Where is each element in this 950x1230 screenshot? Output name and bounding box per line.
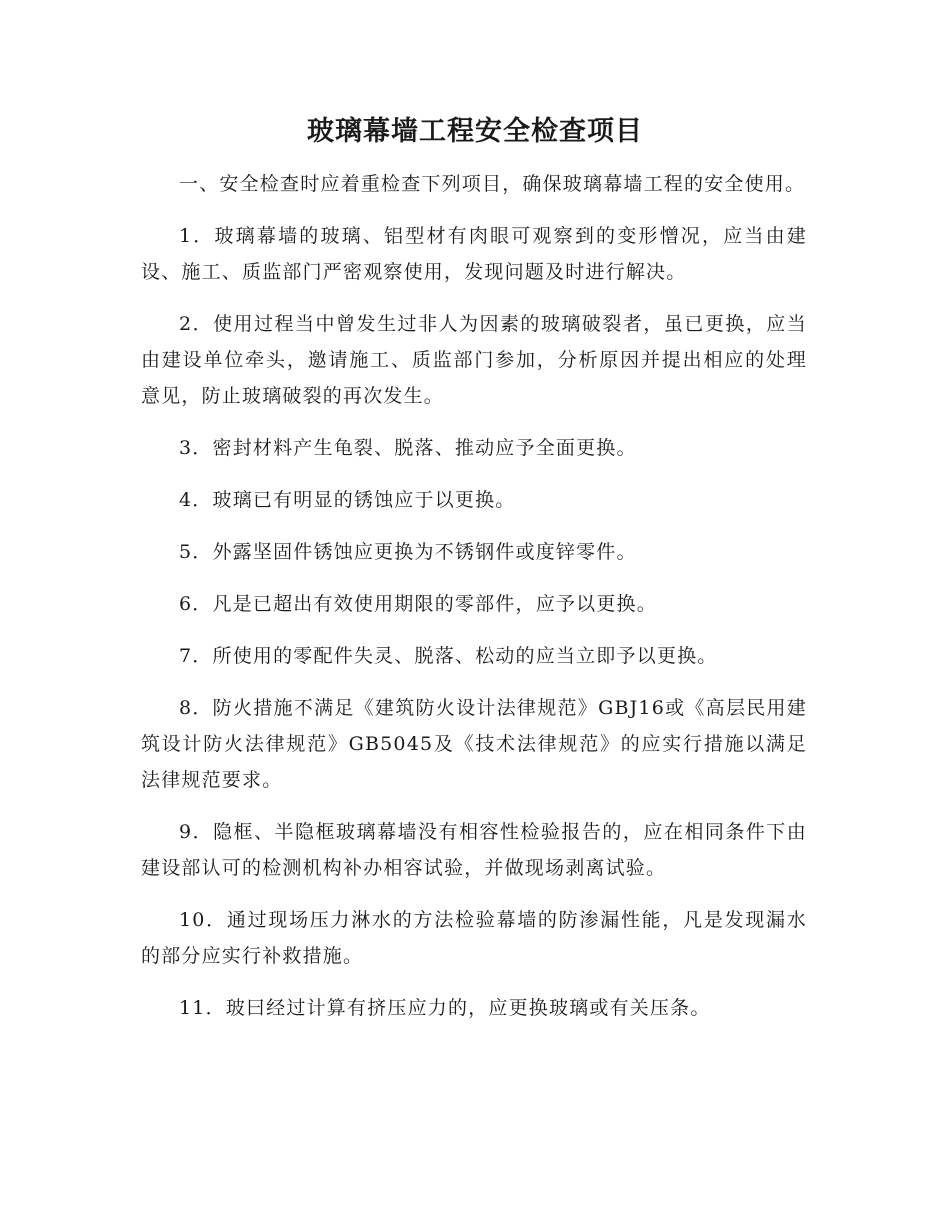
paragraph-item-6: 6．凡是已超出有效使用期限的零部件，应予以更换。 [179, 593, 657, 615]
paragraph-item-10: 10．通过现场压力淋水的方法检验幕墙的防渗漏性能，凡是发现漏水的部分应实行补救措施。 [141, 909, 807, 967]
paragraph-item-2: 2．使用过程当中曾发生过非人为因素的玻璃破裂者，虽已更换，应当由建设单位牵头，邀请施工、质监部门参加，分析原因并提出相应的处理意见，防止玻璃破裂的再次发生。 [141, 313, 807, 407]
paragraph-item-1: 1．玻璃幕墙的玻璃、铝型材有肉眼可观察到的变形憎况，应当由建设、施工、质监部门严密观察使用，发现问题及时进行解决。 [141, 225, 807, 283]
paragraph-item-9: 9．隐框、半隐框玻璃幕墙没有相容性检验报告的，应在相同条件下由建设部认可的检测机构补办相容试验，并做现场剥离试验。 [141, 821, 807, 879]
paragraph-intro: 一、安全检查时应着重检查下列项目，确保玻璃幕墙工程的安全使用。 [179, 173, 806, 195]
paragraph-item-11: 11．玻曰经过计算有挤压应力的，应更换玻璃或有关压条。 [179, 997, 711, 1019]
document-title: 玻璃幕墙工程安全检查项目 [307, 116, 643, 147]
paragraph-item-5: 5．外露坚固件锈蚀应更换为不锈钢件或度锌零件。 [179, 541, 637, 563]
paragraph-item-8: 8．防火措施不满足《建筑防火设计法律规范》GBJ16或《高层民用建筑设计防火法律规范》GB5045及《技术法律规范》的应实行措施以满足法律规范要求。 [141, 697, 807, 791]
document-body [141, 166, 807, 1042]
paragraph-item-3: 3．密封材料产生龟裂、脱落、推动应予全面更换。 [179, 437, 637, 459]
paragraph-item-7: 7．所使用的零配件失灵、脱落、松动的应当立即予以更换。 [179, 645, 718, 667]
paragraph-item-4: 4．玻璃已有明显的锈蚀应于以更换。 [179, 489, 516, 511]
